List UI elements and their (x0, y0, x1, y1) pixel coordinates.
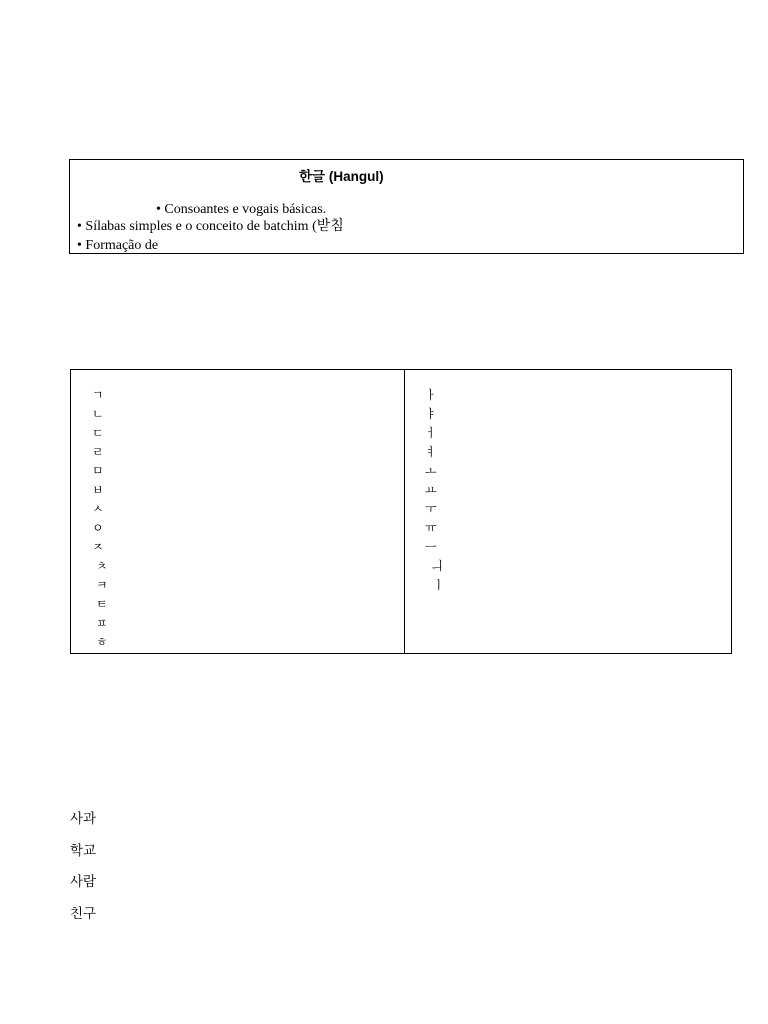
consonant-item: ㅅ (92, 502, 104, 516)
vowel-item: ㅛ (425, 483, 437, 497)
topic-box (69, 159, 744, 254)
vocabulary-list (70, 806, 96, 932)
consonant-item: ㅍ (96, 616, 108, 630)
vocabulary-word: 친구 (70, 905, 97, 922)
topic-title: 한글 (Hangul) (299, 169, 384, 184)
topic-bullet-3: • Formação de (77, 238, 159, 253)
consonant-item: ㅌ (96, 597, 108, 611)
vowel-column (425, 386, 445, 595)
vowel-item: ㅕ (425, 445, 437, 459)
vocabulary-word: 사과 (70, 811, 97, 827)
topic-bullet-2: • Sílabas simples e o conceito de batchim (받침 (77, 219, 344, 234)
vocabulary-word: 학교 (70, 842, 97, 859)
consonant-item: ㅇ (92, 521, 104, 535)
consonant-item: ㅋ (96, 578, 108, 592)
vowel-item: ㅓ (425, 426, 437, 440)
consonant-item: ㄷ (92, 426, 104, 440)
vocabulary-word: 사람 (70, 874, 97, 890)
consonant-item: ㄴ (92, 407, 104, 421)
vowel-item: ㅑ (425, 407, 437, 421)
vowel-item: ㅣ (433, 578, 445, 592)
consonant-item: ㅂ (92, 483, 104, 497)
vowel-item: ㅜ (425, 502, 437, 516)
column-divider (404, 370, 405, 653)
vowel-item: ㅗ (425, 464, 437, 478)
consonant-item: ㅊ (96, 559, 108, 573)
consonant-item: ㅈ (92, 540, 104, 554)
alphabet-table (70, 369, 732, 654)
consonant-column (92, 386, 108, 652)
consonant-item: ㅎ (96, 635, 108, 649)
consonant-item: ㅁ (92, 464, 104, 478)
consonant-item: ㄹ (92, 445, 104, 459)
topic-bullet-1: • Consoantes e vogais básicas. (156, 202, 327, 217)
vowel-item: ㅏ (425, 388, 437, 402)
vowel-item: ㅡ (425, 540, 437, 554)
vowel-item: ㅠ (425, 521, 437, 535)
vowel-item: ㅢ (431, 559, 443, 573)
consonant-item: ㄱ (92, 388, 104, 402)
